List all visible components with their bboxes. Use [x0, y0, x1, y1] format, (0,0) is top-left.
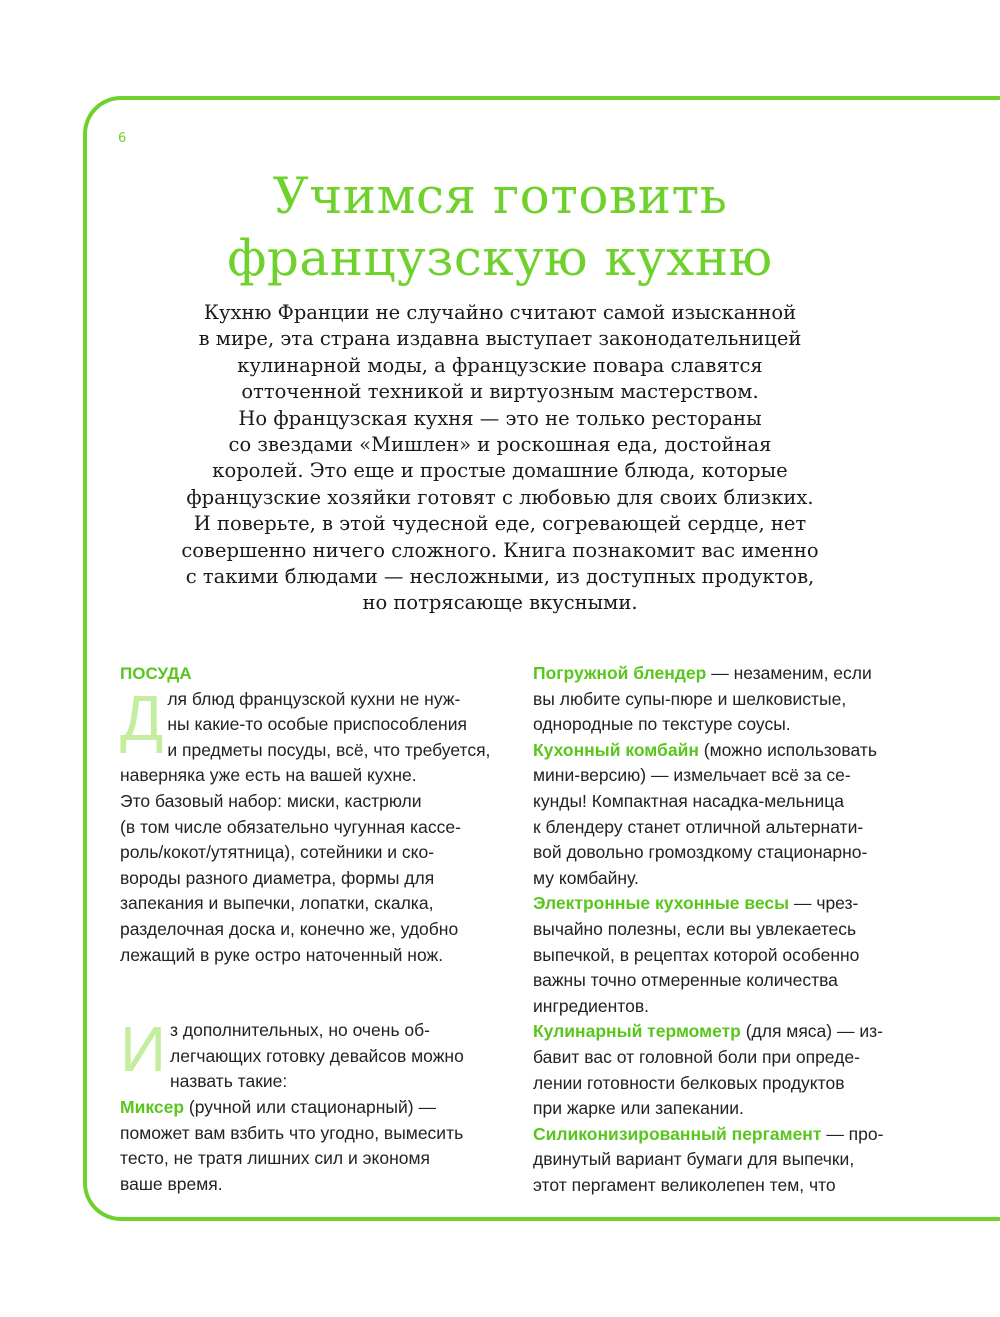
paragraph-cookware: [120, 681, 520, 969]
drop-cap: Д: [120, 681, 164, 754]
intro-line: с такими блюдами — несложными, из доступных продуктов,: [185, 565, 815, 589]
text-line: ингредиентов.: [533, 995, 649, 1016]
text-line: вы любите супы-пюре и шелковистые,: [533, 688, 847, 709]
text-line: роль/кокот/утятница), сотейники и ско-: [120, 842, 435, 863]
page-number: 6: [118, 131, 127, 146]
intro-line: французские хозяйки готовят с любовью для своих близких.: [186, 485, 814, 509]
text-line: и предметы посуды, всё, что требуется,: [167, 739, 491, 760]
term-description: (можно использовать: [698, 739, 877, 760]
text-line: разделочная доска и, конечно же, удобно: [120, 918, 459, 939]
title-line: Учимся готовить: [272, 167, 728, 225]
text-line: легчающих готовку девайсов можно: [170, 1045, 464, 1066]
intro-line: королей. Это еще и простые домашние блюда, которые: [212, 459, 788, 483]
intro-line: отточенной техникой и виртуозным мастерством.: [241, 380, 759, 404]
term-description: (ручной или стационарный) —: [184, 1096, 436, 1117]
intro-line: но потрясающе вкусными.: [362, 591, 638, 615]
text-line: наверняка уже есть на вашей кухне.: [120, 765, 417, 786]
text-line: выпечкой, в рецептах которой особенно: [533, 944, 860, 965]
term-parchment: Силиконизированный пергамент: [533, 1123, 822, 1144]
text-line: з дополнительных, но очень об-: [170, 1020, 431, 1041]
intro-line: в мире, эта страна издавна выступает законодательницей: [198, 327, 802, 351]
intro-line: кулинарной моды, а французские повара славятся: [237, 353, 763, 377]
text-line: кунды! Компактная насадка-мельница: [533, 790, 844, 811]
text-line: при жарке или запекании.: [533, 1098, 744, 1119]
text-line: лении готовности белковых продуктов: [533, 1072, 845, 1093]
text-line: вой довольно громоздкому стационарно-: [533, 842, 868, 863]
drop-cap: И: [120, 1013, 166, 1086]
text-line: [533, 1019, 933, 1045]
term-description: — про-: [821, 1123, 884, 1144]
text-line: [533, 891, 933, 917]
intro-line: со звездами «Мишлен» и роскошная еда, достойная: [228, 433, 772, 457]
text-line: запекания и выпечки, лопатки, скалка,: [120, 893, 434, 914]
text-line: лежащий в руке остро наточенный нож.: [120, 944, 444, 965]
left-column: [120, 661, 520, 1197]
text-line: двинутый вариант бумаги для выпечки,: [533, 1149, 855, 1170]
text-line: однородные по текстуре соусы.: [533, 714, 791, 735]
intro-line: И поверьте, в этой чудесной еде, согревающей сердце, нет: [193, 512, 807, 536]
text-line: [533, 1122, 933, 1148]
section-heading: ПОСУДА: [120, 664, 192, 683]
intro-line: совершенно ничего сложного. Книга познакомит вас именно: [181, 538, 819, 562]
term-thermometer: Кулинарный термометр: [533, 1021, 741, 1042]
text-line: (в том числе обязательно чугунная кассе-: [120, 816, 461, 837]
text-line: ля блюд французской кухни не нуж-: [167, 688, 461, 709]
paragraph-devices: [120, 1013, 520, 1197]
intro-paragraph: [120, 300, 880, 617]
text-line: важны точно отмеренные количества: [533, 970, 838, 991]
text-line: вычайно полезны, если вы увлекаетесь: [533, 918, 857, 939]
text-line: му комбайну.: [533, 867, 639, 888]
term-description: (для мяса) — из-: [740, 1021, 883, 1042]
right-column: [533, 661, 933, 1198]
term-blender: Погружной блендер: [533, 663, 707, 683]
text-line: ны какие-то особые приспособления: [167, 714, 467, 735]
term-description: — незаменим, если: [706, 663, 872, 683]
page-title: [120, 165, 880, 289]
term-description: — чрез-: [789, 893, 859, 914]
text-line: [533, 661, 933, 687]
text-line: Это базовый набор: миски, кастрюли: [120, 790, 422, 811]
text-line: к блендеру станет отличной альтернати-: [533, 816, 864, 837]
text-line: назвать такие:: [170, 1071, 288, 1092]
term-scales: Электронные кухонные весы: [533, 893, 790, 914]
text-line: [533, 738, 933, 764]
text-line: этот пергамент великолепен тем, что: [533, 1174, 836, 1195]
text-line: [120, 1095, 520, 1121]
text-line: мини-версию) — измельчает всё за се-: [533, 765, 851, 786]
title-line: французскую кухню: [227, 229, 773, 287]
intro-line: Кухню Франции не случайно считают самой изысканной: [203, 301, 797, 324]
text-line: вороды разного диаметра, формы для: [120, 867, 435, 888]
text-line: бавит вас от головной боли при опреде-: [533, 1046, 860, 1067]
intro-line: Но французская кухня — это не только рестораны: [238, 406, 762, 430]
text-line: ваше время.: [120, 1173, 223, 1194]
text-line: поможет вам взбить что угодно, вымесить: [120, 1122, 464, 1143]
term-mixer: Миксер: [120, 1096, 185, 1117]
text-line: тесто, не тратя лишних сил и экономя: [120, 1148, 431, 1169]
term-food-processor: Кухонный комбайн: [533, 739, 699, 760]
